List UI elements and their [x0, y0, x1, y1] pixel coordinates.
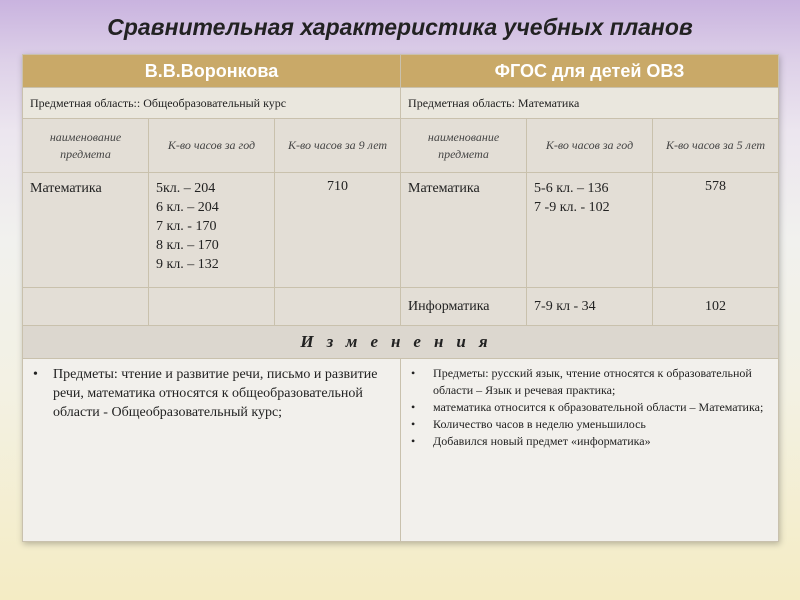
list-item: • Количество часов в неделю уменьшилось [409, 416, 772, 433]
table-row [23, 173, 779, 288]
right-total-cell: 578 [653, 173, 779, 288]
hours-line: 9 кл. – 132 [156, 257, 219, 272]
hours-line: 7 кл. - 170 [156, 219, 217, 234]
right-subject-area: Предметная область: Математика [401, 88, 779, 119]
empty-cell [275, 288, 401, 326]
list-item: • математика относится к образовательной области – Математика; [409, 399, 772, 416]
right-plan-header: ФГОС для детей ОВЗ [401, 55, 779, 88]
hours-line: 6 кл. – 204 [156, 200, 219, 215]
left-total-cell: 710 [275, 173, 401, 288]
list-item: • Предметы: русский язык, чтение относятся к образовательной области – Язык и речевая практика; [409, 365, 772, 399]
left-changes-list [31, 365, 394, 422]
left-hours-cell [149, 173, 275, 288]
left-col-hours-total-header: К-во часов за 9 лет [275, 119, 401, 173]
changes-heading: Изменения [23, 326, 779, 359]
left-col-hours-year-header: К-во часов за год [149, 119, 275, 173]
right-col-hours-year-header: К-во часов за год [527, 119, 653, 173]
hours-line: 5-6 кл. – 136 [534, 181, 609, 196]
hours-line: 7 -9 кл. - 102 [534, 200, 610, 215]
right-hours-cell: 7-9 кл - 34 [527, 288, 653, 326]
page-title: Сравнительная характеристика учебных планов [107, 14, 693, 40]
right-col-subject-header: наименование предмета [401, 119, 527, 173]
left-subject-cell: Математика [23, 173, 149, 288]
right-total-cell: 102 [653, 288, 779, 326]
right-hours-cell [527, 173, 653, 288]
right-subject-cell: Информатика [401, 288, 527, 326]
empty-cell [23, 288, 149, 326]
hours-line: 8 кл. – 170 [156, 238, 219, 253]
hours-line: 5кл. – 204 [156, 181, 216, 196]
right-subject-cell: Математика [401, 173, 527, 288]
comparison-table [22, 54, 779, 542]
empty-cell [149, 288, 275, 326]
right-col-hours-total-header: К-во часов за 5 лет [653, 119, 779, 173]
left-col-subject-header: наименование предмета [23, 119, 149, 173]
table-row [23, 288, 779, 326]
left-subject-area: Предметная область:: Общеобразовательный курс [23, 88, 401, 119]
list-item: • Добавился новый предмет «информатика» [409, 433, 772, 450]
right-changes-cell [401, 359, 779, 542]
right-changes-list [409, 365, 772, 450]
left-plan-header: В.В.Воронкова [23, 55, 401, 88]
list-item: • Предметы: чтение и развитие речи, письмо и развитие речи, математика относятся к общеобразовательной области - Общеобразовательный курс; [31, 365, 394, 422]
left-changes-cell [23, 359, 401, 542]
